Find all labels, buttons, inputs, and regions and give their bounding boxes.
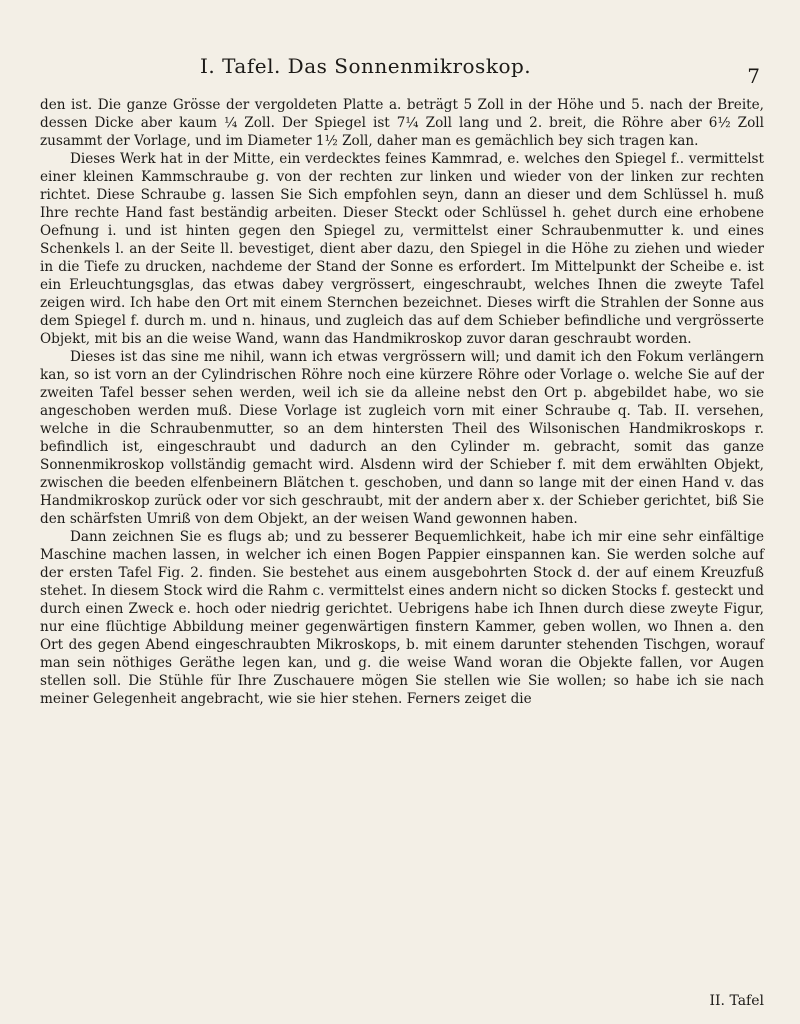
paragraph: Dieses Werk hat in der Mitte, ein verdecktes feines Kammrad, e. welches den Spiegel f.. vermittelst einer kleinen Kammschraube g. von der rechten zur linken und wieder von der linken zur rechten richtet. Diese Schraube g. lassen Sie Sich empfohlen seyn, dann an dieser und dem Schlüssel h. muß Ihre rechte Hand fast beständig arbeiten. Dieser Steckt oder Schlüssel h. gehet durch eine erhobene Oefnung i. und ist hinten gegen den Spiegel zu, vermittelst einer Schraubenmutter k. und eines Schenkels l. an der Seite ll. bevestiget, dient aber dazu, den Spiegel in die Höhe zu ziehen und wieder in die Tiefe zu drucken, nachdeme der Stand der Sonne es erfordert. Im Mittelpunkt der Scheibe e. ist ein Erleuchtungsglas, das etwas dabey vergrössert, eingeschraubt, welches Ihnen die zweyte Tafel zeigen wird. Ich habe den Ort mit einem Sternchen bezeichnet. Dieses wirft die Strahlen der Sonne aus dem Spiegel f. durch m. und n. hinaus, und zugleich das auf dem Schieber befindliche und vergrösserte Objekt, mit bis an die weise Wand, wann das Handmikroskop zuvor daran geschraubt worden. bbox=[40, 151, 764, 347]
page-number: 7 bbox=[747, 64, 760, 88]
catchword: II. Tafel bbox=[709, 993, 764, 1009]
paragraph: Dann zeichnen Sie es flugs ab; und zu besserer Bequemlichkeit, habe ich mir eine sehr einfältige Maschine machen lassen, in welcher ich einen Bogen Pappier einspannen kan. Sie werden solche auf der ersten Tafel Fig. 2. finden. Sie bestehet aus einem ausgebohrten Stock d. der auf einem Kreuzfuß stehet. In diesem Stock wird die Rahm c. vermittelst eines andern nicht so dicken Stocks f. gesteckt und durch einen Zweck e. hoch oder niedrig gerichtet. Uebrigens habe ich Ihnen durch diese zweyte Figur, nur eine flüchtige Abbildung meiner gegenwärtigen finstern Kammer, geben wollen, wo Ihnen a. den Ort des gegen Abend eingeschraubten Mikroskops, b. mit einem darunter stehenden Tischgen, worauf man sein nöthiges Geräthe legen kan, und g. die weise Wand woran die Objekte fallen, vor Augen stellen soll. Die Stühle für Ihre Zuschauere mögen Sie stellen wie Sie wollen; so habe ich sie nach meiner Gelegenheit angebracht, wie sie hier stehen. Ferners zeiget die bbox=[40, 529, 764, 707]
paragraph: Dieses ist das sine me nihil, wann ich etwas vergrössern will; und damit ich den Fokum verlängern kan, so ist vorn an der Cylindrischen Röhre noch eine kürzere Röhre oder Vorlage o. welche Sie auf der zweiten Tafel besser sehen werden, weil ich sie da alleine nebst den Ort p. abgebildet habe, wo sie angeschoben werden muß. Diese Vorlage ist zugleich vorn mit einer Schraube q. Tab. II. versehen, welche in die Schraubenmutter, so an dem hintersten Theil des Wilsonischen Handmikroskops r. befindlich ist, eingeschraubt und dadurch an den Cylinder m. gebracht, somit das ganze Sonnenmikroskop vollständig gemacht wird. Alsdenn wird der Schieber f. mit dem erwählten Objekt, zwischen die beeden elfenbeinern Blätchen t. geschoben, und dann so lange mit der einen Hand v. das Handmikroskop zurück oder vor sich geschraubt, mit der andern aber x. der Schieber gerichtet, biß Sie den schärfsten Umriß von dem Objekt, an der weisen Wand gewonnen haben. bbox=[40, 349, 764, 527]
running-title: I. Tafel. Das Sonnenmikroskop. bbox=[200, 54, 532, 78]
body-text bbox=[40, 96, 764, 708]
page-header bbox=[40, 36, 764, 88]
paragraph: den ist. Die ganze Grösse der vergoldeten Platte a. beträgt 5 Zoll in der Höhe und 5. nach der Breite, dessen Dicke aber kaum ¼ Zoll. Der Spiegel ist 7¼ Zoll lang und 2. breit, die Röhre aber 6½ Zoll zusammt der Vorlage, und im Diameter 1½ Zoll, daher man es gemächlich bey sich tragen kan. bbox=[40, 97, 764, 149]
